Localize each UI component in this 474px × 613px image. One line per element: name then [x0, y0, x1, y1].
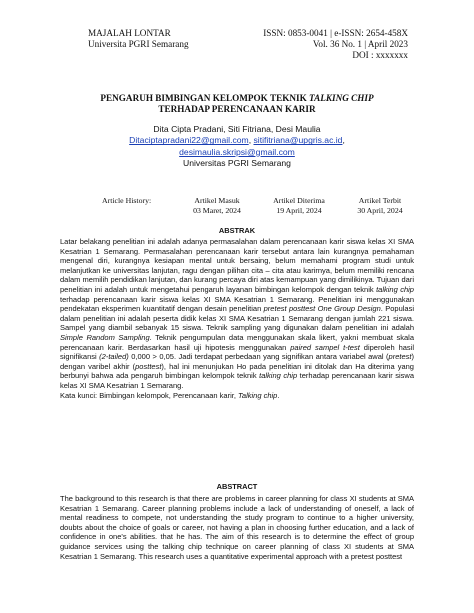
abstrak-heading: ABSTRAK [218, 226, 256, 235]
abstrak-body [60, 237, 414, 400]
title-line1: PENGARUH BIMBINGAN KELOMPOK TEKNIK [100, 93, 310, 103]
author-email-1[interactable]: Ditaciptapradani22@gmail.com [129, 135, 249, 146]
title-line2: TERHADAP PERENCANAAN KARIR [158, 104, 316, 114]
abstrak-text-j: terhadap perencanaan karir siswa kelas XI SMA Kesatrian 1 Semarang. [60, 371, 414, 390]
affiliation: Universitas PGRI Semarang [183, 158, 291, 169]
abstract-heading: ABSTRACT [216, 482, 258, 491]
author-block: Dita Cipta Pradani, Siti Fitriana, Desi Maulia Ditaciptapradani22@gmail.com, sitifitriana@upgris.ac.id, desimaulia.skripsi@gmail.com Universitas PGRI Semarang [60, 124, 414, 170]
doi: DOI : xxxxxxx [352, 50, 408, 60]
title-line1-italic: TALKING CHIP [309, 93, 374, 103]
journal-university: Universita PGRI Semarang [88, 39, 189, 49]
abstract-body: The background to this research is that there are problems in career planning for class XI students at SMA Kesatrian 1 Semarang. Career planning problems include a lack of understanding of oneself, a lack of mental readiness to compete, not understanding the study program to continue to a higher university, doubts about the choice of goals or career, not having a plan in choosing further education, and a lack of confidence in one's abilities. that he has. The aim of this research is to determine the effect of group guidance services using the talking chip technique on career planning of class XI students at SMA Kesatrian 1 Semarang. This research uses a quantitative experimental approach with a pretest posttest [60, 494, 414, 561]
abstrak-text-c: . Populasi dalam penelitian ini adalah peserta didik kelas XI SMA Kesatrian 1 Semarang dengan jumlah 221 siswa. Sampel yang diambil sebanyak 15 siswa. Teknik sampling yang digunakan dalam penelitian ini adalah [60, 304, 415, 333]
history-published [340, 196, 420, 215]
abstrak-text-d: . Teknik pengumpulan data menggunakan skala likert, yakni membuat skala perencanaan karir. Berdasarkan hasil uji hipotesis menggunakan [60, 332, 414, 352]
received-label: Artikel Masuk [194, 196, 240, 205]
abstrak-italic-3: Simple Random Sampling [60, 332, 150, 342]
accepted-date: 19 April, 2024 [276, 205, 322, 215]
abstrak-italic-7: posttest [135, 361, 162, 371]
author-names: Dita Cipta Pradani, Siti Fitriana, Desi Maulia [153, 124, 321, 134]
published-label: Artikel Terbit [358, 196, 402, 205]
history-received [177, 196, 257, 215]
abstrak-text-f: 0,000 > 0,05. Jadi terdapat perbedaan yang signifikan antara variabel awal ( [128, 352, 389, 362]
abstrak-text-e: diperoleh hasil signifikansi [60, 342, 414, 362]
header-right [263, 28, 408, 61]
abstrak-text-a: Latar belakang penelitian ini adalah adanya permasalahan dalam perencanaan karir siswa kelas XI SMA Kesatrian 1 Semarang. Permasalahan perencanaan karir tersebut antara lain kurangnya pemahaman mengenal diri, kurangnya kesiapan mental untuk bersaing, belum memahami program studi untuk melanjutkan ke universitas lanjutan, ragu dengan pilihan cita – cita atau karirnya, belum memiliki rencana dalam memilih pendidikan lanjutan, dan kurang percaya diri atas kemampuan yang dimilikinya. Tujuan dari penelitian ini adalah untuk mengetahui pengaruh layanan bimbingan kelompok dengan teknik [60, 237, 414, 294]
accepted-label: Artikel Diterima [273, 196, 325, 205]
keywords-text: Kata kunci: Bimbingan kelompok, Perencanaan karir, [60, 390, 239, 400]
journal-name: MAJALAH LONTAR [88, 28, 171, 38]
abstrak-italic-2: pretest posttest One Group Design [263, 304, 381, 314]
received-date: 03 Maret, 2024 [193, 205, 241, 215]
abstrak-text-g: ) dengan varibel akhir ( [60, 352, 414, 371]
abstrak-italic-1: talking chip [376, 284, 414, 294]
history-label: Article History: [102, 196, 152, 205]
abstrak-italic-8: talking chip [259, 371, 298, 381]
abstrak-italic-5: (2-tailed) [99, 352, 129, 362]
keywords-end: . [277, 390, 280, 400]
abstrak-text-h: ), hal ini menunjukan Ho pada penelitian ini ditolak dan Ha diterima yang berbunyi bahwa ada pengaruh bimbingan kelompok teknik [60, 361, 414, 381]
issn: ISSN: 0853-0041 | e-ISSN: 2654-458X [263, 28, 408, 38]
abstrak-italic-4: paired sampel t-test [290, 342, 360, 352]
paper-title [60, 93, 414, 115]
volume: Vol. 36 No. 1 | April 2023 [312, 39, 408, 49]
author-email-2[interactable]: sitifitriana@upgris.ac.id [253, 135, 343, 146]
abstrak-text-b: terhadap perencanaan karir siswa kelas XI SMA Kesatrian 1 Semarang. Penelitian ini menggunakan pendekatan eksperimen kuantitatif dengan desain penelitian [60, 294, 414, 314]
header-left [88, 28, 189, 50]
abstrak-italic-6: pretest [388, 352, 412, 362]
published-date: 30 April, 2024 [357, 205, 403, 215]
keywords-italic: Talking chip [238, 390, 278, 400]
author-email-3[interactable]: desimaulia.skripsi@gmail.com [179, 146, 295, 157]
history-accepted [259, 196, 339, 215]
keywords [60, 391, 414, 401]
